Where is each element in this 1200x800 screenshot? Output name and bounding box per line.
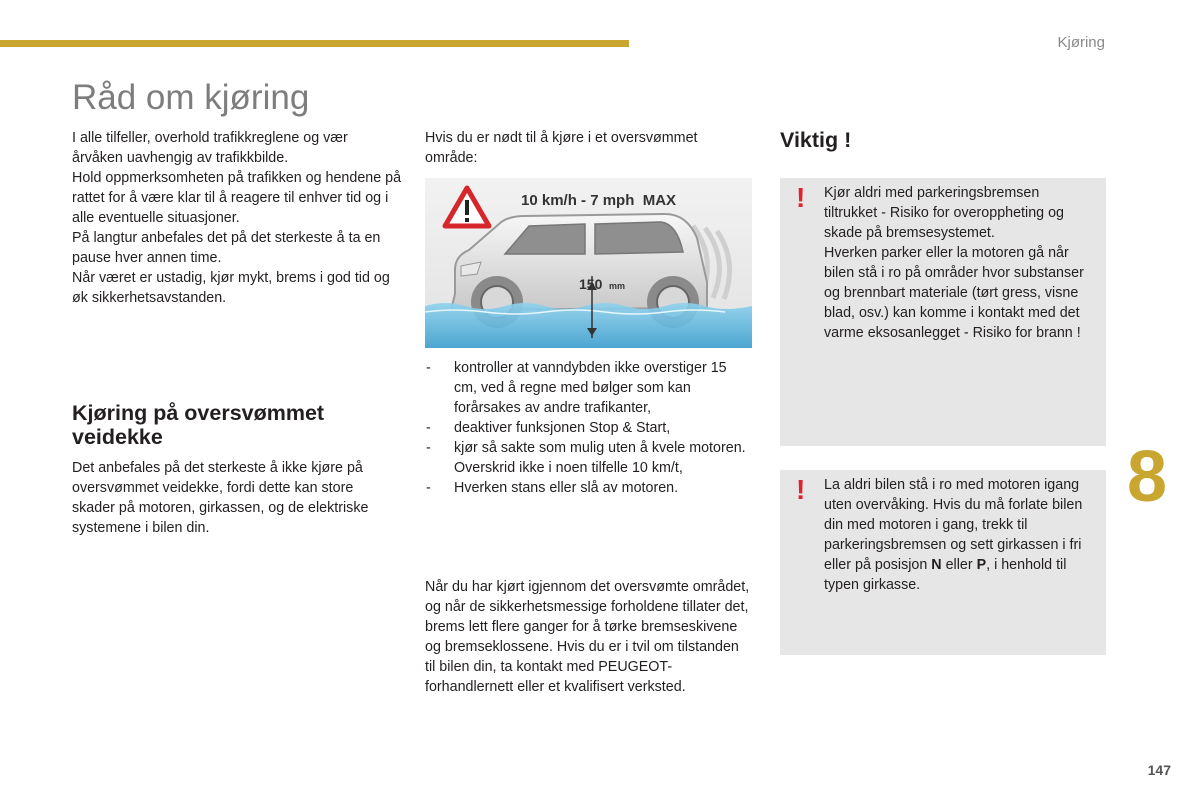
flood-intro-paragraph: Hvis du er nødt til å kjøre i et oversvømmet område: xyxy=(425,130,698,166)
warning-paragraph: Hverken parker eller la motoren gå når bilen stå i ro på områder hvor substanser og brennbart materiale (tørt gress, visne blad, osv.) kan komme i kontakt med det varme eksosanlegget - Risiko for brann ! xyxy=(824,245,1084,341)
intro-paragraph: Når været er ustadig, kjør mykt, brems i god tid og øk sikkerhetsavstanden. xyxy=(72,270,390,306)
warning-text-part: , i henhold til typen girkasse. xyxy=(824,557,1067,593)
list-item: - kjør så sakte som mulig uten å kvele motoren. Overskrid ikke i noen tilfelle 10 km/t, xyxy=(425,438,750,478)
section-title: Kjøring xyxy=(1057,34,1105,51)
list-item: - Hverken stans eller slå av motoren. xyxy=(425,478,750,498)
intro-paragraph: I alle tilfeller, overhold trafikkreglene og vær årvåken uavhengig av trafikkbilde. xyxy=(72,130,348,166)
intro-paragraph: Hold oppmerksomheten på trafikken og hendene på rattet for å være klar til å reagere til enhver tid og i alle eventuelle situasjoner. xyxy=(72,170,402,226)
gear-position-n: N xyxy=(931,557,942,573)
after-flood-paragraph: Når du har kjørt igjennom det oversvømte området, og når de sikkerhetsmessige forholdene tillater det, brems lett flere ganger for å tørke bremseskivene og bremseklossene. Hvis du er i tvil om tilstanden til bilen din, ta kontakt med PEUGEOT-forhandlernett eller et kvalifisert verksted. xyxy=(425,579,750,695)
flood-intro xyxy=(425,128,745,168)
warning-text xyxy=(824,475,1096,595)
chapter-number: 8 xyxy=(1127,437,1168,517)
flood-paragraph: Det anbefales på det sterkeste å ikke kjøre på oversvømmet veidekke, fordi dette kan store skader på motoren, girkassen, og de elektriske systemene i bilen din. xyxy=(72,460,369,536)
warning-text-part: eller xyxy=(941,557,977,573)
important-heading: Viktig ! xyxy=(780,128,852,152)
intro-text xyxy=(72,128,402,308)
intro-paragraph: På langtur anbefales det på det sterkeste å ta en pause hver annen time. xyxy=(72,230,381,266)
list-item: - kontroller at vanndybden ikke overstiger 15 cm, ved å regne med bølger som kan forårsakes av andre trafikanter, xyxy=(425,358,750,418)
flood-text xyxy=(72,458,397,538)
water-depth-value: 150 xyxy=(579,276,603,292)
warning-text xyxy=(824,183,1096,343)
warning-exclamation-icon: ! xyxy=(796,182,806,213)
page-number: 147 xyxy=(1147,762,1171,778)
warning-box-unattended xyxy=(780,470,1106,655)
warning-text-part: La aldri bilen stå i ro med motoren igang uten overvåking. Hvis du må forlate bilen din med motoren i gang, trekk til parkeringsbremsen og sett girkassen i fri eller på posisjon xyxy=(824,477,1083,573)
list-item: - deaktiver funksjonen Stop & Start, xyxy=(425,418,750,438)
header-accent-bar xyxy=(0,40,629,47)
water-depth-unit: mm xyxy=(609,281,626,291)
speed-limit-label: 10 km/h - 7 mph MAX xyxy=(521,192,677,209)
flood-heading: Kjøring på oversvømmet veidekke xyxy=(72,401,325,449)
flooded-road-illustration xyxy=(425,178,752,348)
gear-position-p: P xyxy=(976,557,987,573)
after-flood-text xyxy=(425,577,750,697)
warning-paragraph: Kjør aldri med parkeringsbremsen tiltrukket - Risiko for overoppheting og skade på bremsesystemet. xyxy=(824,185,1064,241)
warning-box-parking-brake xyxy=(780,178,1106,446)
page-title: Råd om kjøring xyxy=(72,78,310,117)
flood-instructions xyxy=(425,358,750,498)
warning-exclamation-icon: ! xyxy=(796,474,806,505)
